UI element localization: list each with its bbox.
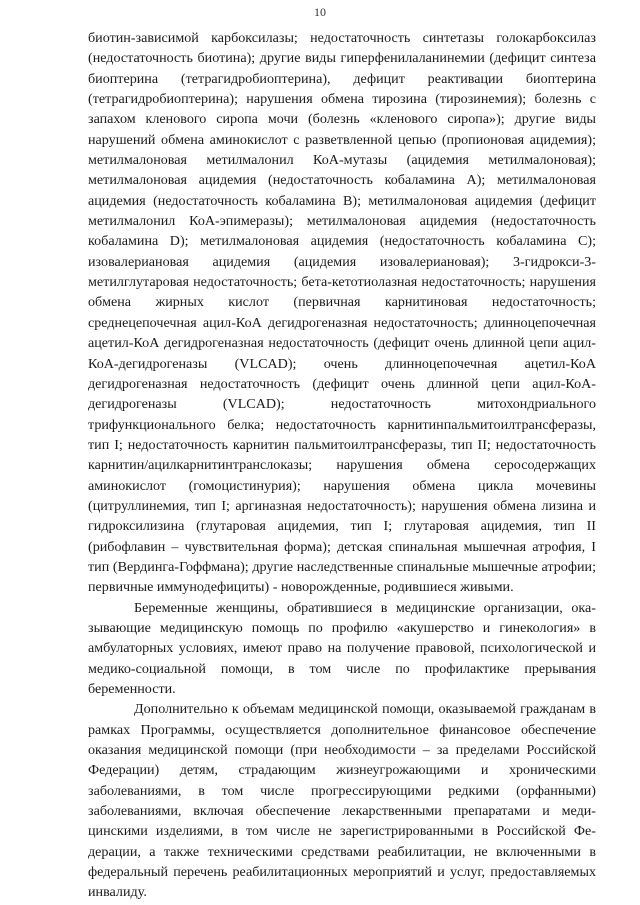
paragraph-additional-funding: Дополнительно к объемам медицинской помощи, оказываемой гражданам в рамках Программы, осуществляется дополнительное финансовое обеспечение оказания медицинской помощи (при необходимости – за пределами Российской Федерации) детям, страдающим жизнеугрожающими и хроническими заболеваниями, в том числе прогрессирующими редкими (орфанными) заболеваниями, включая обеспечение лекарственными препаратами и медицинскими изделиями, в том числе не зарегистрированными в Российской Федерации, а также техническими средствами реабилитации, не включенными в федеральный перечень реабилитационных мероприятий и услуг, предоставляемых инвалиду. xyxy=(88,701,596,901)
paragraph-disease-list: биотин-зависимой карбоксилазы; недостаточность синтетазы голокарбоксилаз (недостаточность биотина); другие виды гиперфенилаланинемии (дефицит синтеза биоптерина (тетрагидробиоптерина), дефицит реактивации биоптерина (тетрагидробиоптерина); нарушения обмена тирозина (тирозинемия); болезнь с запахом кленового сиропа мочи (болезнь «кленового сиропа»); другие виды нарушений обмена аминокислот с разветвленной цепью (пропионовая ацидемия); метилмалоновая метилмалонил КоА-мутазы (ацидемия метилмалоновая); метилмалоновая ацидемия (недостаточность кобаламина А); метилмалоновая ацидемия (недостаточность кобаламина В); метилмалоновая ацидемия (дефицит метилмалонил КоА-эпимеразы); метилмалоновая ацидемия (недостаточность кобаламина D); метилмалоновая ацидемия (недостаточность кобаламина С); изовалериановая ацидемия (ацидемия изовалериановая); 3-гидрокси-3-метилглутаровая недостаточность; бета-кетотиолазная недостаточность; нарушения обмена жирных кислот (первичная карнитиновая недостаточность; среднецепочечная ацил-КоА дегидрогеназная недостаточность; длинноцепочечная ацетил-КоА дегидрогеназная недостаточность (дефицит очень длинной цепи ацил-КоА-дегидрогеназы (VLCAD); очень длинноцепочечная ацетил-КоА дегидрогеназная недостаточность (дефицит очень длинной цепи ацил-КоА-дегидрогеназы (VLCAD); недостаточность митохондриального трифункционального белка; недостаточность карнитинпальмитоилтрансферазы, тип I; недостаточность карнитин пальмитоилтрансферазы, тип II; недостаточность карнитин/ацилкарнитинтранслоказы; нарушения обмена серосодержащих аминокислот (гомоцистинурия); нарушения обмена цикла мочевины (цитруллинемия, тип I; аргиназная недостаточность); нарушения обмена лизина и гидроксилизина (глутаровая ацидемия, тип I; глутаровая ацидемия, тип II (рибофлавин – чувствительная форма); детская спинальная мышечная атрофия, I тип (Вердинга-Гоффмана); другие наследственные спинальные мышечные атрофии; первичные иммунодефициты) - новорожденные, родившиеся живыми. xyxy=(88,30,596,596)
paragraph-pregnant-women: Беременные женщины, обратившиеся в медицинские организации, оказывающие медицинскую помощь по профилю «акушерство и гинекология» в амбулаторных условиях, имеют право на получение правовой, психологической и медико-социальной помощи, в том числе по профилактике прерывания беременности. xyxy=(88,599,596,697)
page-number: 10 xyxy=(314,5,326,19)
document-body xyxy=(88,28,596,903)
